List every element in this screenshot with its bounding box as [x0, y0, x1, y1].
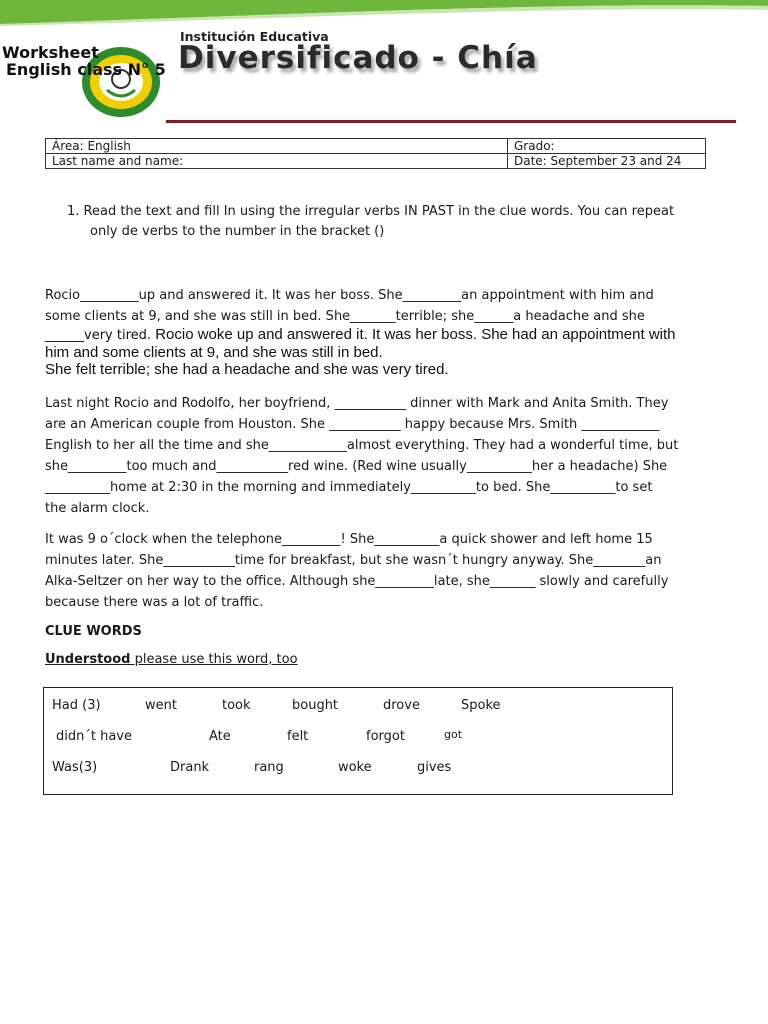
- clue-word: Ate: [209, 729, 231, 744]
- understood-word: Understood: [45, 652, 131, 667]
- understood-note: [45, 652, 298, 667]
- date-cell: Date: September 23 and 24: [508, 154, 706, 169]
- clue-word: Was(3): [52, 760, 98, 775]
- clue-word: got: [444, 728, 463, 741]
- clue-word: felt: [287, 729, 309, 744]
- understood-note-text: please use this word, too: [130, 652, 298, 667]
- student-info-table: [45, 138, 706, 169]
- text-line: __________home at 2:30 in the morning and immediately__________to bed. She__________to set: [45, 480, 653, 495]
- paragraph-1-continued: [45, 326, 761, 378]
- school-name: Diversificado - Chía: [178, 40, 538, 76]
- text-line: Last night Rocio and Rodolfo, her boyfriend, ___________ dinner with Mark and Anita Smith. They: [45, 396, 669, 411]
- clue-words-box: [43, 687, 673, 795]
- institution-label: Institución Educativa: [180, 29, 329, 44]
- paragraph-2: [45, 393, 725, 519]
- header-green-wave: [0, 0, 768, 26]
- clue-word: Drank: [170, 760, 210, 775]
- clue-word: bought: [292, 698, 339, 713]
- text-line: because there was a lot of traffic.: [45, 595, 264, 610]
- text-line: him and some clients at 9, and she was still in bed.: [45, 344, 383, 361]
- text-line: some clients at 9, and she was still in bed. She_______terrible; she______a headache and she: [45, 309, 645, 324]
- text-line: It was 9 o´clock when the telephone_________! She__________a quick shower and left home 15: [45, 532, 653, 547]
- clue-word: didn´t have: [56, 729, 132, 744]
- text-line: [45, 326, 761, 344]
- clue-word: took: [222, 698, 251, 713]
- clue-word: drove: [383, 698, 420, 713]
- text-line: the alarm clock.: [45, 501, 150, 516]
- clue-word: Had (3): [52, 698, 101, 713]
- instruction-line: 1. Read the text and fill In using the irregular verbs IN PAST in the clue words. You can repeat: [67, 204, 675, 219]
- text-line: English to her all the time and she____________almost everything. They had a wonderful time, but: [45, 438, 679, 453]
- text-line: She felt terrible; she had a headache and she was very tired.: [45, 361, 449, 378]
- text-line: she_________too much and___________red wine. (Red wine usually__________her a headache) She: [45, 459, 668, 474]
- name-cell: Last name and name:: [46, 154, 508, 169]
- table-row: [46, 154, 706, 169]
- worksheet-subtitle: English class N° 5: [6, 60, 166, 79]
- instructions: [67, 202, 727, 242]
- clue-word: Spoke: [461, 698, 501, 713]
- paragraph-1: [45, 285, 725, 327]
- text-run: Rocio woke up and answered it. It was her boss. She had an appointment with: [155, 326, 676, 343]
- clue-word: went: [145, 698, 177, 713]
- blank-text: ______very tired.: [45, 328, 152, 343]
- instruction-line: only de verbs to the number in the bracket (): [90, 224, 385, 239]
- paragraph-3: [45, 529, 725, 613]
- text-line: Rocio_________up and answered it. It was her boss. She_________an appointment with him and: [45, 288, 654, 303]
- clue-word: gives: [417, 760, 452, 775]
- area-cell: Área: English: [46, 139, 508, 154]
- worksheet-title: Worksheet: [2, 43, 99, 62]
- grade-cell: Grado:: [508, 139, 706, 154]
- text-line: Alka-Seltzer on her way to the office. Although she_________late, she_______ slowly and carefully: [45, 574, 669, 589]
- text-line: are an American couple from Houston. She ___________ happy because Mrs. Smith ____________: [45, 417, 660, 432]
- table-row: [46, 139, 706, 154]
- clue-word: forgot: [366, 729, 405, 744]
- clue-words-heading: CLUE WORDS: [45, 624, 142, 639]
- clue-word: rang: [254, 760, 284, 775]
- header-divider: [166, 120, 736, 123]
- clue-word: woke: [338, 760, 372, 775]
- text-line: minutes later. She___________time for breakfast, but she wasn´t hungry anyway. She________an: [45, 553, 662, 568]
